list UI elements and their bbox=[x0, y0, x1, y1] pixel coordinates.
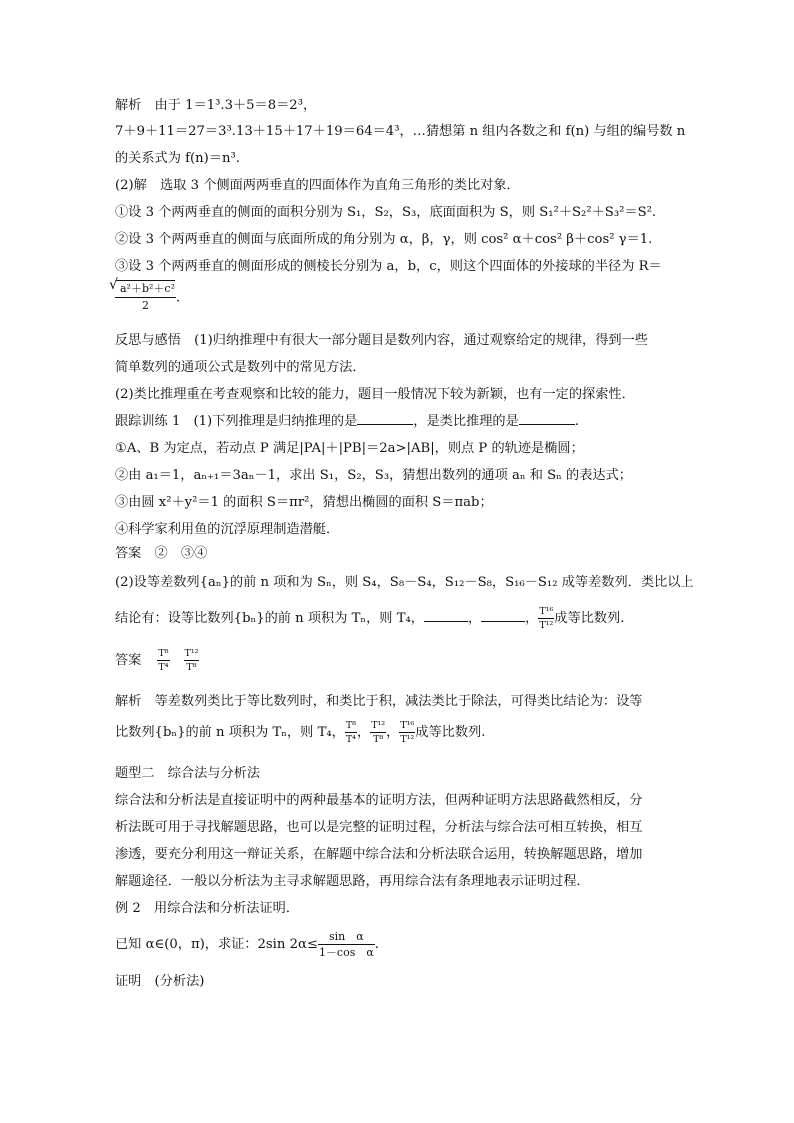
proof-label: 证明 (分析法) bbox=[115, 974, 205, 989]
fraction-denominator: T⁴ bbox=[345, 734, 356, 745]
radius-denominator: 2 bbox=[142, 299, 149, 312]
line-analysis-1: 解析 由于 1＝1³.3＋5＝8＝2³， bbox=[115, 98, 317, 113]
line-solution-2: (2)解 选取 3 个侧面两两垂直的四面体作为直角三角形的类比对象． bbox=[115, 178, 520, 193]
line-analysis-4: 解析 等差数列类比于等比数列时，和类比于积，减法类比于除法，可得类比结论为：设等 bbox=[115, 694, 643, 709]
answer-label: 答案 bbox=[115, 653, 142, 668]
exercise-1-suffix: . bbox=[574, 414, 579, 429]
line-item-1: ①设 3 个两两垂直的侧面的面积分别为 S₁，S₂，S₃，底面面积为 S，则 S₁²＋S₂²＋S₃²＝S². bbox=[115, 205, 657, 220]
fraction-numerator: T¹⁶ bbox=[400, 720, 415, 731]
fraction-denominator: T¹² bbox=[539, 620, 554, 631]
line-item-3: ③设 3 个两两垂直的侧面形成的侧棱长分别为 a，b，c，则这个四面体的外接球的半径为 R＝ bbox=[115, 259, 662, 274]
fraction-t12-t8 bbox=[184, 647, 200, 674]
fraction-t16-t12 bbox=[399, 719, 415, 746]
line-option-2: ②由 a₁＝1，aₙ₊₁＝3aₙ－1，求出 S₁，S₂，S₃，猜想出数列的通项 aₙ 和 Sₙ 的表达式； bbox=[115, 468, 632, 483]
line-item-2: ②设 3 个两两垂直的侧面与底面所成的角分别为 α，β，γ，则 cos² α＋cos² β＋cos² γ＝1. bbox=[115, 232, 653, 247]
fraction-numerator: T⁸ bbox=[345, 720, 356, 731]
exercise-2-prefix: 结论有：设等比数列{bₙ}的前 n 项积为 Tₙ，则 T₄， bbox=[115, 611, 424, 626]
answer-blank-1 bbox=[424, 609, 468, 622]
given-prefix: 已知 α∈(0，π)，求证：2sin 2α≤ bbox=[115, 937, 318, 952]
line-intro-1: 综合法和分析法是直接证明中的两种最基本的证明方法，但两种证明方法思路截然相反，分 bbox=[115, 793, 643, 808]
fraction-numerator: T¹² bbox=[371, 720, 386, 731]
fraction-numerator: T⁸ bbox=[158, 648, 169, 659]
line-exercise-2-conclusion bbox=[115, 604, 624, 634]
fraction-numerator: T¹² bbox=[184, 648, 199, 659]
fraction-denominator: T¹² bbox=[400, 734, 415, 745]
exercise-1-middle: ，是类比推理的是 bbox=[413, 414, 519, 429]
fraction-denominator: T⁸ bbox=[373, 734, 384, 745]
line-reflection-3: (2)类比推理重在考查观察和比较的能力，题目一般情况下较为新颖，也有一定的探索性． bbox=[115, 387, 635, 402]
fraction-numerator: sin α bbox=[318, 929, 375, 945]
exercise-2-suffix: 成等比数列. bbox=[554, 611, 625, 626]
example-title: 例 2 用综合法和分析法证明． bbox=[115, 901, 300, 916]
line-option-1: ①A、B 为定点，若动点 P 满足|PA|＋|PB|＝2a>|AB|，则点 P 的轨迹是椭圆； bbox=[115, 441, 584, 456]
line-option-4: ④科学家利用鱼的沉浮原理制造潜艇． bbox=[115, 522, 340, 537]
line-reflection-2: 简单数列的通项公式是数列中的常见方法． bbox=[115, 360, 366, 375]
fraction-t8-t4 bbox=[345, 719, 357, 746]
answer-blank-analogy bbox=[519, 412, 575, 425]
line-intro-3: 渗透，要充分利用这一辩证关系，在解题中综合法和分析法联合运用，转换解题思路，增加 bbox=[115, 847, 643, 862]
line-reflection-1: 反思与感悟 (1)归纳推理中有很大一部分题目是数列内容，通过观察给定的规律，得到一些 bbox=[115, 333, 648, 348]
exercise-1-prefix: 跟踪训练 1 (1)下列推理是归纳推理的是 bbox=[115, 414, 358, 429]
line-answer-2 bbox=[115, 646, 199, 676]
radius-formula: √ $\frac{\text{a²＋b²＋c²}}{2}$ . bbox=[115, 280, 180, 314]
fraction-denominator: T⁸ bbox=[186, 662, 197, 673]
line-exercise-1 bbox=[115, 412, 579, 432]
analysis-5-prefix: 比数列{bₙ}的前 n 项积为 Tₙ，则 T₄， bbox=[115, 725, 345, 740]
line-given bbox=[115, 928, 379, 962]
exercise-2-sep2: ， bbox=[525, 611, 539, 626]
radius-numerator: √ a²＋b²＋c² bbox=[116, 280, 175, 297]
fraction-sin-over-1-minus-cos bbox=[318, 929, 375, 960]
fraction-denominator: 1－cos α bbox=[318, 946, 374, 959]
line-intro-2: 析法既可用于寻找解题思路，也可以是完整的证明过程，分析法与综合法可相互转换，相互 bbox=[115, 820, 643, 835]
line-exercise-2: (2)设等差数列{aₙ}的前 n 项和为 Sₙ，则 S₄，S₈－S₄，S₁₂－S₈，S₁₆－S₁₂ 成等差数列．类比以上 bbox=[115, 575, 694, 590]
fraction-t12-t8 bbox=[370, 719, 386, 746]
fraction-numerator: T¹⁶ bbox=[539, 606, 554, 617]
line-option-3: ③由圆 x²＋y²＝1 的面积 S＝πr²，猜想出椭圆的面积 S＝πab； bbox=[115, 495, 493, 510]
given-suffix: . bbox=[374, 937, 379, 952]
exercise-2-sep1: ， bbox=[467, 611, 482, 626]
line-analysis-2: 7＋9＋11＝27＝3³.13＋15＋17＋19＝64＝4³，…猜想第 n 组内各数之和 f(n) 与组的编号数 n bbox=[115, 124, 686, 139]
answer-blank-induction bbox=[357, 412, 413, 425]
answer-blank-2 bbox=[481, 609, 525, 622]
fraction-t8-t4 bbox=[157, 647, 169, 674]
fraction-denominator: T⁴ bbox=[158, 662, 169, 673]
line-answer-1: 答案 ② ③④ bbox=[115, 546, 208, 561]
line-analysis-5: 比数列{bₙ}的前 n 项积为 Tₙ，则 T₄， $\frac{\text{T⁸}}{\text{T⁴}}$ ， $\frac{\text{T¹²}}{\text{T⁸}}$ ， $\frac{\text{T¹⁶}}{\text{T¹²}}$ 成等比数列. bbox=[115, 720, 486, 745]
section-heading: 题型二 综合法与分析法 bbox=[115, 766, 261, 781]
line-intro-4: 解题途径．一般以分析法为主寻求解题思路，再用综合法有条理地表示证明过程． bbox=[115, 874, 590, 889]
analysis-5-suffix: 成等比数列. bbox=[415, 725, 486, 740]
fraction-t16-t12 bbox=[538, 605, 554, 632]
line-analysis-3: 的关系式为 f(n)＝n³. bbox=[115, 151, 240, 166]
